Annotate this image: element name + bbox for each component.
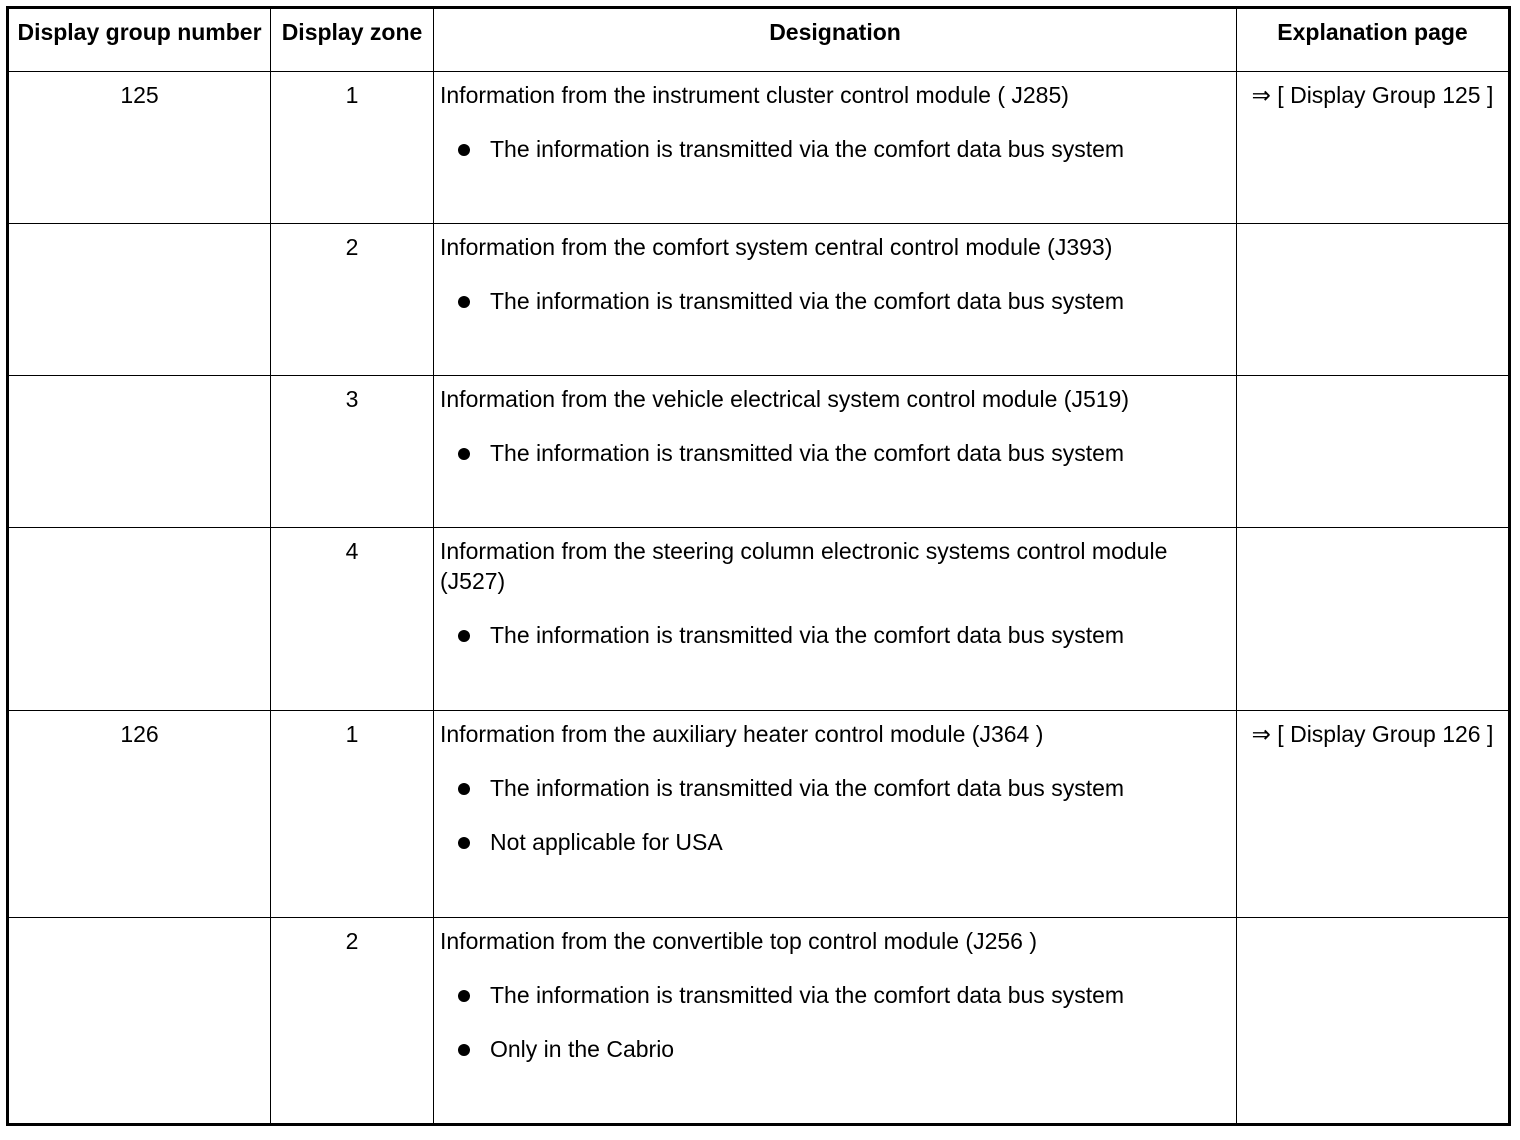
table-row <box>8 224 1510 376</box>
group-number-cell: 125 <box>8 72 271 224</box>
bullet-item: The information is transmitted via the comfort data bus system <box>440 134 1232 164</box>
group-number-cell <box>8 918 271 1125</box>
designation-text: Information from the auxiliary heater control module (J364 ) <box>440 721 1044 747</box>
designation-cell <box>434 711 1237 918</box>
header-display-zone: Display zone <box>271 8 434 72</box>
designation-text: Information from the vehicle electrical system control module (J519) <box>440 386 1130 412</box>
bullet-item: Only in the Cabrio <box>440 1034 1232 1064</box>
explanation-cell <box>1237 376 1510 528</box>
bullet-item: The information is transmitted via the comfort data bus system <box>440 620 1232 650</box>
bullet-item: The information is transmitted via the comfort data bus system <box>440 438 1232 468</box>
explanation-cell <box>1237 918 1510 1125</box>
explanation-cell <box>1237 528 1510 711</box>
bullet-item: The information is transmitted via the comfort data bus system <box>440 980 1232 1010</box>
explanation-cell <box>1237 224 1510 376</box>
display-group-table <box>6 6 1511 1126</box>
bullet-item: The information is transmitted via the comfort data bus system <box>440 773 1232 803</box>
table-row <box>8 72 1510 224</box>
table-row <box>8 376 1510 528</box>
designation-cell <box>434 918 1237 1125</box>
explanation-link[interactable]: ⇒ [ Display Group 126 ] <box>1237 711 1510 918</box>
zone-cell: 1 <box>271 711 434 918</box>
designation-text: Information from the instrument cluster control module ( J285) <box>440 82 1069 108</box>
table-row <box>8 711 1510 918</box>
designation-text: Information from the steering column electronic systems control module (J527) <box>440 538 1168 594</box>
bullet-item: Not applicable for USA <box>440 827 1232 857</box>
zone-cell: 3 <box>271 376 434 528</box>
table-row <box>8 918 1510 1125</box>
designation-cell <box>434 72 1237 224</box>
designation-text: Information from the comfort system central control module (J393) <box>440 234 1113 260</box>
header-explanation-page: Explanation page <box>1237 8 1510 72</box>
group-number-cell: 126 <box>8 711 271 918</box>
group-number-cell <box>8 528 271 711</box>
header-designation: Designation <box>434 8 1237 72</box>
zone-cell: 2 <box>271 918 434 1125</box>
zone-cell: 4 <box>271 528 434 711</box>
table-row <box>8 528 1510 711</box>
group-number-cell <box>8 224 271 376</box>
bullet-item: The information is transmitted via the comfort data bus system <box>440 286 1232 316</box>
zone-cell: 1 <box>271 72 434 224</box>
zone-cell: 2 <box>271 224 434 376</box>
designation-cell <box>434 376 1237 528</box>
designation-text: Information from the convertible top control module (J256 ) <box>440 928 1038 954</box>
header-row <box>8 8 1510 72</box>
group-number-cell <box>8 376 271 528</box>
designation-cell <box>434 224 1237 376</box>
designation-cell <box>434 528 1237 711</box>
explanation-link[interactable]: ⇒ [ Display Group 125 ] <box>1237 72 1510 224</box>
header-display-group-number: Display group number <box>8 8 271 72</box>
